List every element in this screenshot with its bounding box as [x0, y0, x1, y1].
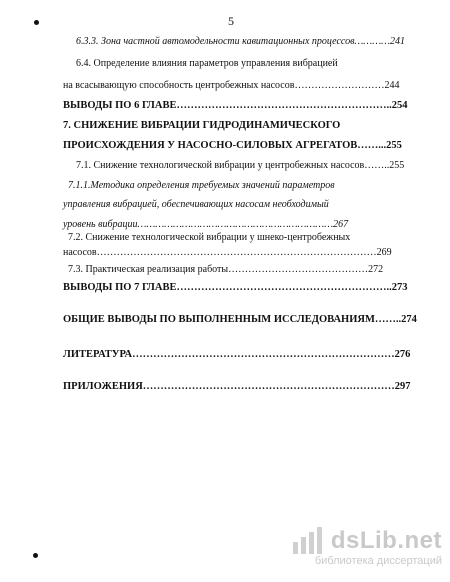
toc-entry-appendices: ПРИЛОЖЕНИЯ………………………………………………………………297 — [63, 381, 411, 392]
chart-logo-icon — [290, 526, 324, 556]
toc-entry-6-4-line1: 6.4. Определение влияния параметров управления вибрацией — [76, 58, 338, 69]
toc-entry-7-2-line1: 7.2. Снижение технологической вибрации у шнеко-центробежных — [68, 232, 351, 243]
toc-entry-7-1: 7.1. Снижение технологической вибрации у центробежных насосов……..255 — [76, 160, 405, 171]
toc-entry-7-2-line2: насосов…………………………………………………………………………269 — [63, 247, 392, 258]
scan-speck — [33, 553, 38, 558]
toc-entry-7-1-1-line3: уровень вибрации…………………………………………………………267 — [63, 219, 349, 230]
toc-entry-conclusions-6: ВЫВОДЫ ПО 6 ГЛАВЕ……………………………………………………..254 — [63, 100, 408, 111]
toc-entry-literature: ЛИТЕРАТУРА…………………………………………………………………276 — [63, 349, 411, 360]
scan-speck — [34, 20, 39, 25]
page-number: 5 — [228, 14, 234, 28]
toc-entry-general-conclusions: ОБЩИЕ ВЫВОДЫ ПО ВЫПОЛНЕННЫМ ИССЛЕДОВАНИЯМ……..274 — [63, 314, 417, 325]
toc-entry-6-4-line2: на всасывающую способность центробежных насосов………………………244 — [63, 80, 400, 91]
toc-entry-conclusions-7: ВЫВОДЫ ПО 7 ГЛАВЕ……………………………………………………..273 — [63, 282, 408, 293]
toc-entry-7-1-1-line2: управления вибрацией, обеспечивающих насосам необходимый — [63, 199, 329, 210]
toc-entry-chapter-7-line1: 7. СНИЖЕНИЕ ВИБРАЦИИ ГИДРОДИНАМИЧЕСКОГО — [63, 120, 341, 131]
toc-entry-7-1-1-line1: 7.1.1.Методика определения требуемых значений параметров — [68, 180, 335, 191]
toc-entry-chapter-7-line2: ПРОИСХОЖДЕНИЯ У НАСОСНО-СИЛОВЫХ АГРЕГАТОВ……...255 — [63, 140, 402, 151]
toc-entry-6-3-3: 6.3.3. Зона частной автомодельности кавитационных процессов…………241 — [76, 36, 405, 47]
watermark — [282, 527, 442, 569]
watermark-subtitle: библиотека диссертаций — [314, 555, 442, 567]
watermark-logo: dsLib.net — [330, 527, 442, 554]
toc-entry-7-3: 7.3. Практическая реализация работы……………………………………272 — [68, 264, 384, 275]
